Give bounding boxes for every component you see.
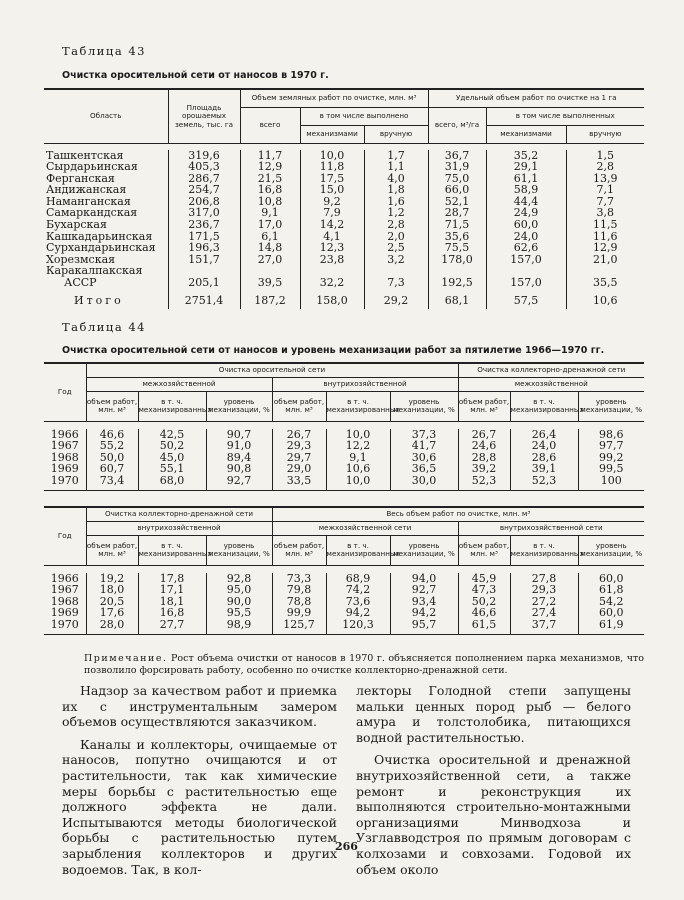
table-44-part-2: [44, 506, 644, 635]
table-row: 1966 19,2 17,8 92,8 73,3 68,9 94,0 45,9 27,8 60,0: [44, 573, 644, 585]
table-row: Наманганская 206,8 10,8 9,2 1,6 52,1 44,4 7,7: [44, 196, 644, 208]
table-row: 1968 50,0 45,0 89,4 29,7 9,1 30,6 28,8 28,6 99,2: [44, 452, 644, 464]
paragraph: Каналы и коллекторы, очищаемые от наносов, попутно очищаются и от растительности, так как химические меры борьбы с растительностью еще должного эффекта не дали. Испытываются методы биологической борьбы с растительностью путем зарыбления коллекторов и других водоемов. Так, в кол-: [62, 736, 337, 877]
header-mechanized: в т. ч. механизированных: [510, 391, 578, 421]
header-mech-level: уровень механизации, %: [206, 535, 272, 565]
header-intra-farm-network: внутрихозяйственной сети: [458, 521, 644, 535]
header-inter-farm-2: межхозяйственной: [458, 377, 644, 391]
table-row: Сурхандарьинская 196,3 14,8 12,3 2,5 75,5 62,6 12,9: [44, 242, 644, 254]
header-incl-2: в том числе выполненных: [486, 107, 644, 125]
table-44-title: Очистка оросительной сети от наносов и уровень механизации работ за пятилетие 1966—1970 гг.: [62, 345, 605, 356]
left-column: [62, 683, 337, 884]
header-mechanized: в т. ч. механизированных: [138, 391, 206, 421]
table-row: 1970 73,4 68,0 92,7 33,5 10,0 30,0 52,3 52,3 100: [44, 475, 644, 487]
table-row: Бухарская 236,7 17,0 14,2 2,8 71,5 60,0 11,5: [44, 219, 644, 231]
header-volume-group: Объем земляных работ по очистке, млн. м³: [240, 89, 428, 107]
header-mechanized: в т. ч. механизированных: [326, 535, 390, 565]
header-mech-level: уровень механизации, %: [578, 391, 644, 421]
header-mechanized: в т. ч. механизированных: [326, 391, 390, 421]
paragraph: Очистка оросительной и дренажной внутрихозяйственной сети, а также ремонт и реконструкция их выполняются строительно-монтажными организациями Минводхоза и Узглавводстроя по прямым договорам с колхозами и совхозами. Годовой их объем около: [356, 752, 631, 877]
header-drainage-group: Очистка коллекторно-дренажной сети: [86, 507, 272, 521]
header-intra-farm: внутрихозяйственной: [272, 377, 458, 391]
table-row: 1966 46,6 42,5 90,7 26,7 10,0 37,3 26,7 26,4 98,6: [44, 429, 644, 441]
header-mechanized: в т. ч. механизированных: [510, 535, 578, 565]
header-mech: механизмами: [300, 125, 364, 143]
header-total: всего: [240, 107, 300, 143]
header-mechanized: в т. ч. механизированных: [138, 535, 206, 565]
header-year: Год: [57, 387, 72, 396]
header-mech-2: механизмами: [486, 125, 566, 143]
header-manual: вручную: [364, 125, 428, 143]
table-row: Ташкентская 319,6 11,7 10,0 1,7 36,7 35,2 1,5: [44, 150, 644, 162]
table-row: Каракалпакская: [44, 265, 644, 277]
right-column: [356, 683, 631, 884]
table-row: АССР 205,1 39,5 32,2 7,3 192,5 157,0 35,5: [44, 277, 644, 289]
header-volume: объем работ, млн. м³: [458, 391, 510, 421]
header-volume: объем работ, млн. м³: [86, 391, 138, 421]
header-mech-level: уровень механизации, %: [390, 535, 458, 565]
header-intra-farm: внутрихозяйственной: [86, 521, 272, 535]
table-row: 1968 20,5 18,1 90,0 78,8 73,6 93,4 50,2 27,2 54,2: [44, 596, 644, 608]
table-row: 1969 60,7 55,1 90,8 29,0 10,6 36,5 39,2 39,1 99,5: [44, 463, 644, 475]
header-mech-level: уровень механизации, %: [390, 391, 458, 421]
header-manual-2: вручную: [566, 125, 644, 143]
header-volume: объем работ, млн. м³: [272, 535, 326, 565]
table-43-caption: Таблица 43: [62, 44, 146, 58]
table-row: Кашкадарьинская 171,5 6,1 4,1 2,0 35,6 24,0 11,6: [44, 231, 644, 243]
header-volume: объем работ, млн. м³: [272, 391, 326, 421]
header-irrigation-group: Очистка оросительной сети: [86, 363, 458, 377]
header-inter-farm: межхозяйственной: [86, 377, 272, 391]
table-row: 1967 18,0 17,1 95,0 79,8 74,2 92,7 47,3 29,3 61,8: [44, 584, 644, 596]
table-row: 1969 17,6 16,8 95,5 99,9 94,2 94,2 46,6 27,4 60,0: [44, 607, 644, 619]
header-drainage-group: Очистка коллекторно-дренажной сети: [458, 363, 644, 377]
table-note: [84, 653, 644, 677]
header-all-volume-group: Весь объем работ по очистке, млн. м³: [272, 507, 644, 521]
table-row: Хорезмская 151,7 27,0 23,8 3,2 178,0 157,0 21,0: [44, 254, 644, 266]
table-row: Сырдарьинская 405,3 12,9 11,8 1,1 31,9 29,1 2,8: [44, 161, 644, 173]
table-row: Самаркандская 317,0 9,1 7,9 1,2 28,7 24,9 3,8: [44, 207, 644, 219]
table-43-title: Очистка оросительной сети от наносов в 1970 г.: [62, 70, 329, 81]
table-row: Андижанская 254,7 16,8 15,0 1,8 66,0 58,9 7,1: [44, 184, 644, 196]
note-label: Примечание.: [84, 653, 168, 664]
paragraph: лекторы Голодной степи запущены мальки ценных пород рыб — белого амура и толстолобика, питающихся водной растительностью.: [356, 683, 631, 745]
header-total-per-ha: всего, м³/га: [428, 107, 486, 143]
table-43: [44, 88, 644, 309]
total-row: Итого 2751,4 187,2 158,0 29,2 68,1 57,5 10,6: [44, 293, 644, 309]
header-volume: объем работ, млн. м³: [86, 535, 138, 565]
header-area: Площадь орошаемых земель, тыс. га: [168, 89, 240, 143]
table-row: Ферганская 286,7 21,5 17,5 4,0 75,0 61,1 13,9: [44, 173, 644, 185]
header-mech-level: уровень механизации, %: [578, 535, 644, 565]
header-specific-group: Удельный объем работ по очистке на 1 га: [428, 89, 644, 107]
table-44-caption: Таблица 44: [62, 320, 146, 334]
page-number: 266: [335, 840, 358, 853]
table-44-part-1-body: [44, 421, 644, 491]
header-inter-farm-network: межхозяйственной сети: [272, 521, 458, 535]
paragraph: Надзор за качеством работ и приемка их с инструментальным замером объемов осуществляются заказчиком.: [62, 683, 337, 730]
table-44-part-2-body: [44, 565, 644, 635]
header-region: Область: [90, 111, 122, 120]
table-43-body: [44, 143, 644, 309]
header-mech-level: уровень механизации, %: [206, 391, 272, 421]
table-row: 1970 28,0 27,7 98,9 125,7 120,3 95,7 61,5 37,7 61,9: [44, 619, 644, 631]
header-year: Год: [57, 531, 72, 540]
header-incl: в том числе выполнено: [300, 107, 428, 125]
note-text: Рост объема очистки от наносов в 1970 г. объясняется пополнением парка механизмов, что позволило форсировать работу, особенно по очистке коллекторно-дренажной сети.: [84, 653, 644, 676]
table-44-part-1: [44, 362, 644, 491]
table-row: 1967 55,2 50,2 91,0 29,3 12,2 41,7 24,6 24,0 97,7: [44, 440, 644, 452]
header-volume: объем работ, млн. м³: [458, 535, 510, 565]
